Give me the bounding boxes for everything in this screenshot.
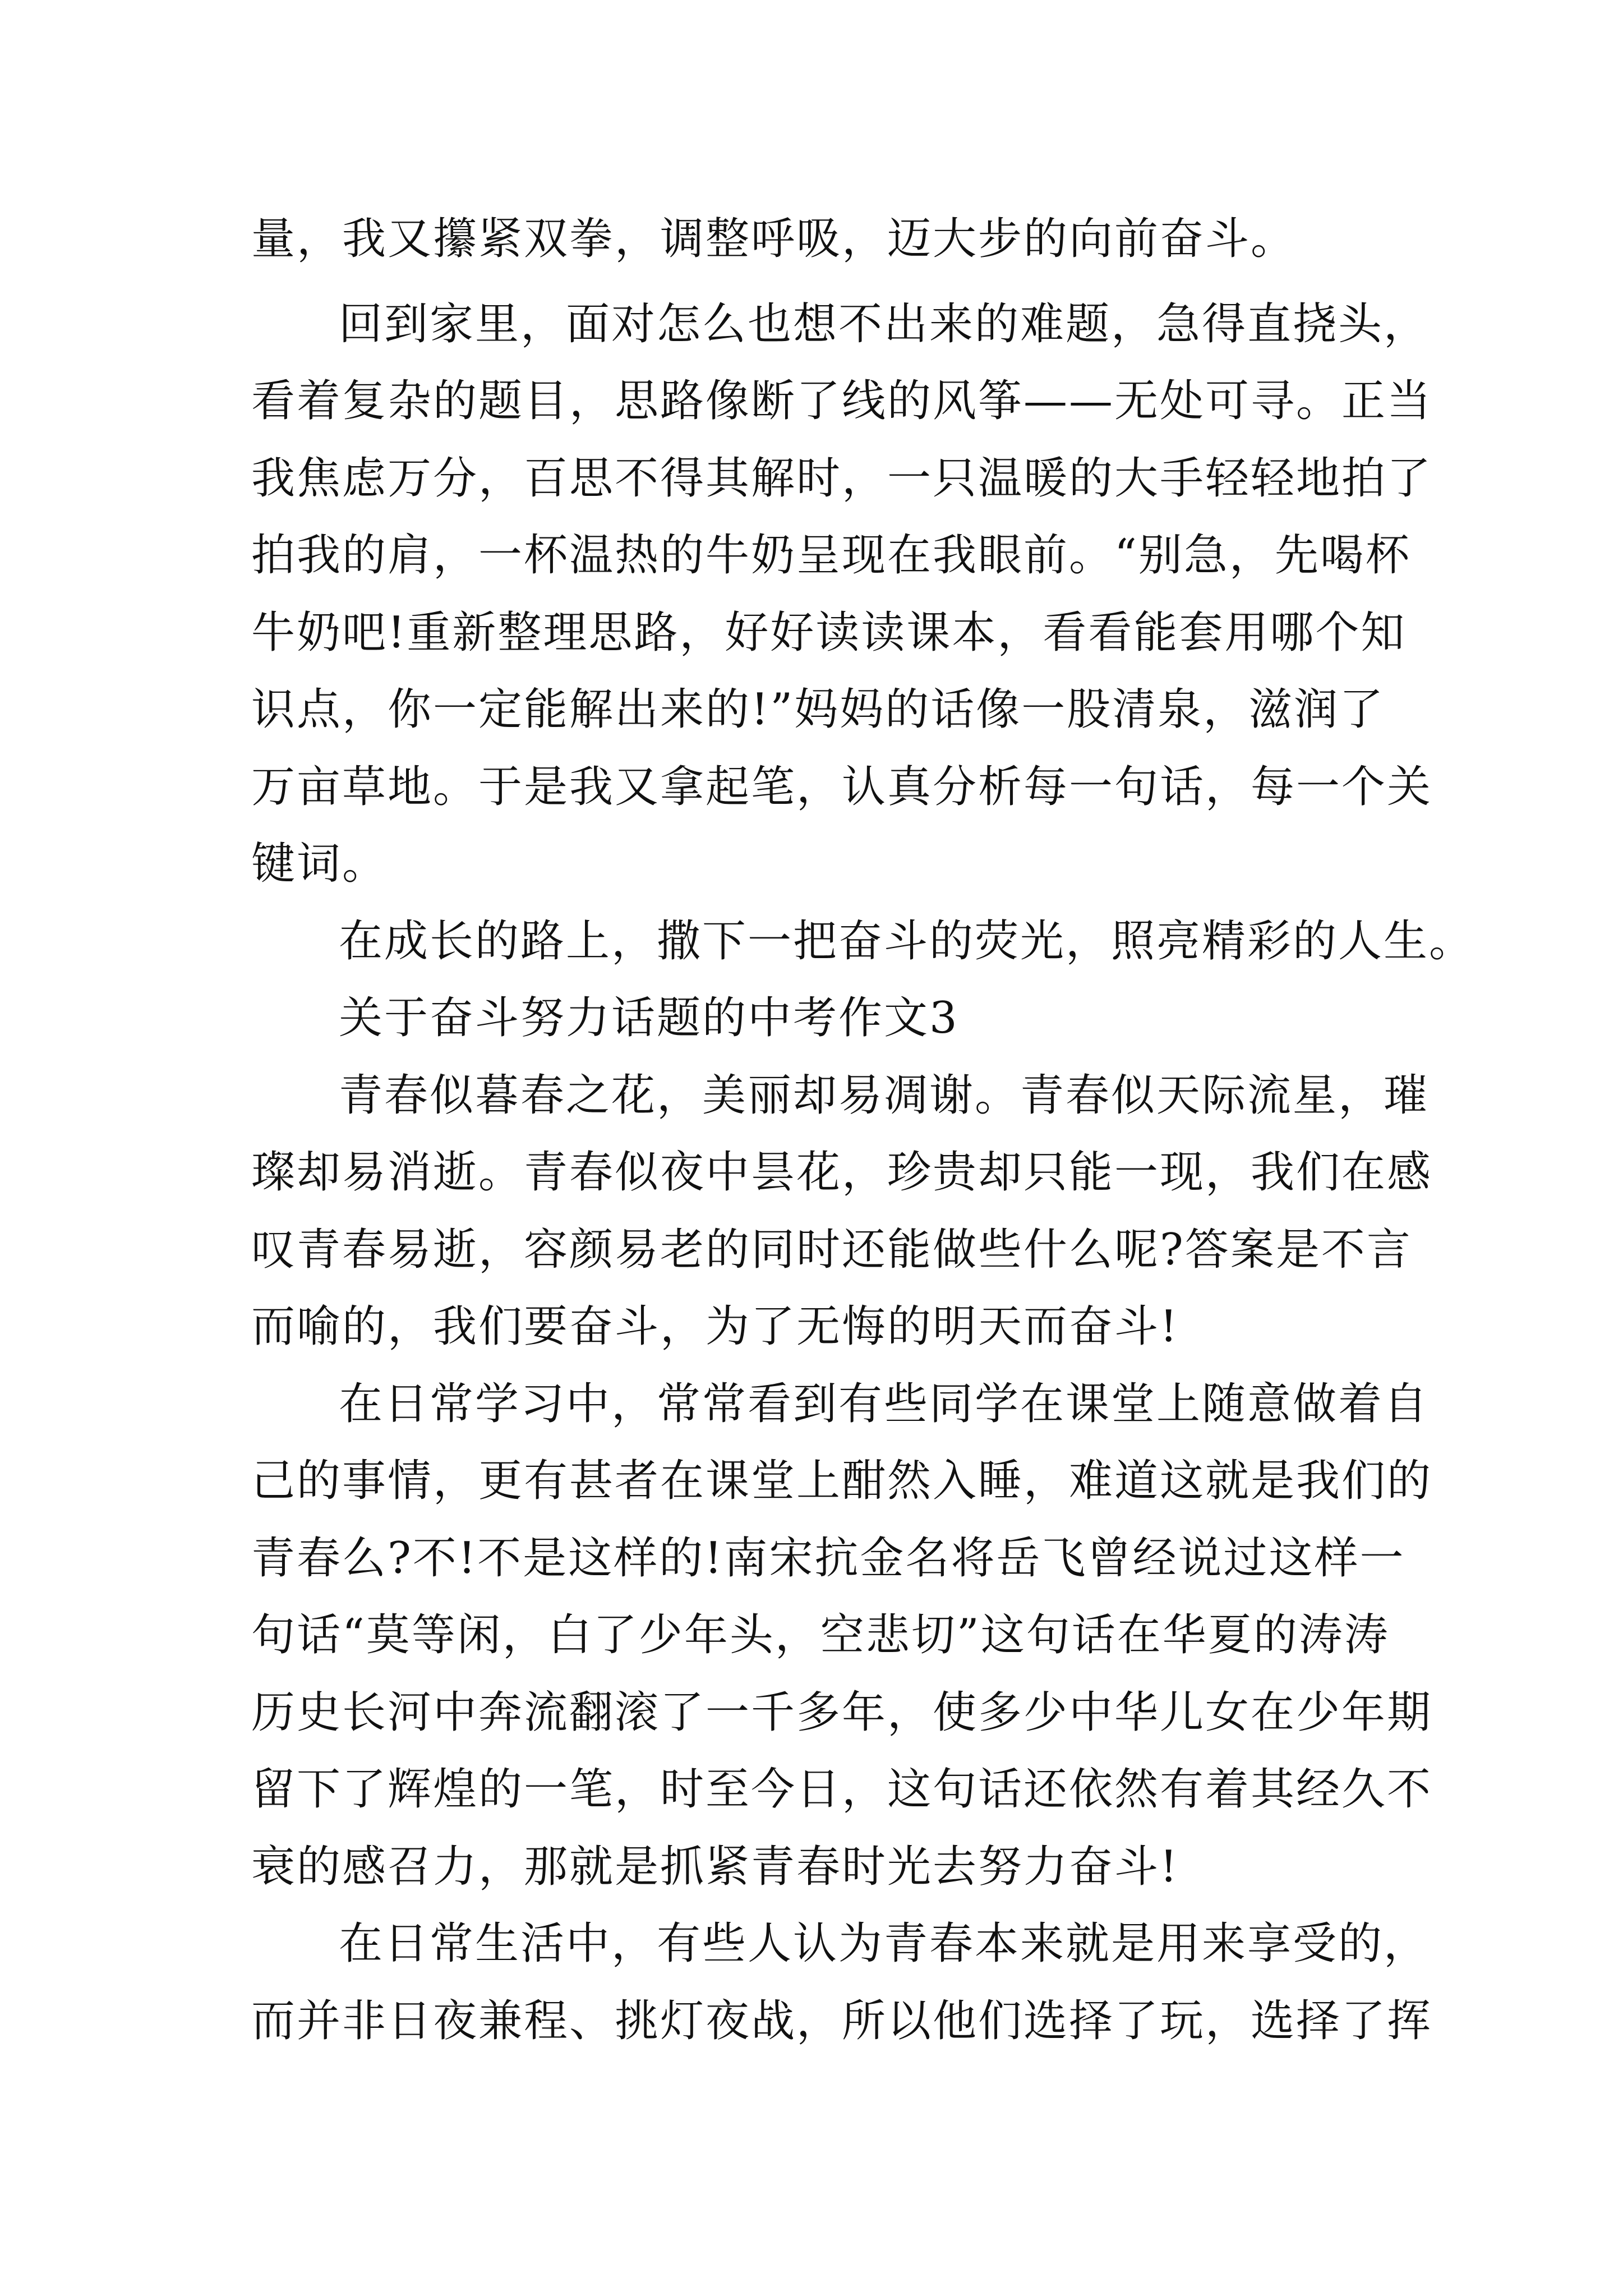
text-line: 留下了辉煌的一笔，时至今日，这句话还依然有着其经久不 (251, 1764, 1433, 1815)
text-line: 璨却易消逝。青春似夜中昙花，珍贵却只能一现，我们在感 (251, 1147, 1433, 1198)
paragraph-start-line: 青春似暮春之花，美丽却易凋谢。青春似天际流星，璀 (339, 1070, 1430, 1121)
text-line: 键词。 (251, 839, 388, 889)
paragraph-start-line: 在日常生活中，有些人认为青春本来就是用来享受的， (339, 1918, 1430, 1969)
text-line: 万亩草地。于是我又拿起笔，认真分析每一句话，每一个关 (251, 762, 1433, 812)
paragraph-start-line: 在成长的路上，撒下一把奋斗的荧光，照亮精彩的人生。 (339, 916, 1475, 967)
text-line: 看着复杂的题目，思路像断了线的风筝——无处可寻。正当 (251, 376, 1433, 426)
text-line: 牛奶吧!重新整理思路，好好读读课本，看看能套用哪个知 (251, 608, 1407, 658)
text-line: 我焦虑万分，百思不得其解时，一只温暖的大手轻轻地拍了 (251, 453, 1433, 504)
paragraph-start-line: 在日常学习中，常常看到有些同学在课堂上随意做着自 (339, 1379, 1430, 1429)
text-line: 历史长河中奔流翻滚了一千多年，使多少中华儿女在少年期 (251, 1687, 1433, 1738)
paragraph-start-line: 回到家里，面对怎么也想不出来的难题，急得直挠头， (339, 299, 1430, 349)
text-line: 叹青春易逝，容颜易老的同时还能做些什么呢?答案是不言 (251, 1225, 1412, 1275)
text-line: 拍我的肩，一杯温热的牛奶呈现在我眼前。“别急，先喝杯 (251, 530, 1411, 581)
text-line: 衰的感召力，那就是抓紧青春时光去努力奋斗! (251, 1842, 1179, 1892)
text-line: 识点，你一定能解出来的!”妈妈的话像一股清泉，滋润了 (251, 684, 1385, 735)
text-line: 而并非日夜兼程、挑灯夜战，所以他们选择了玩，选择了挥 (251, 1996, 1433, 2046)
text-line: 己的事情，更有甚者在课堂上酣然入睡，难道这就是我们的 (251, 1456, 1433, 1506)
text-line: 青春么?不!不是这样的!南宋抗金名将岳飞曾经说过这样一 (251, 1533, 1405, 1584)
section-heading: 关于奋斗努力话题的中考作文3 (339, 993, 959, 1043)
text-line: 句话“莫等闲，白了少年头，空悲切”这句话在华夏的涛涛 (251, 1610, 1390, 1660)
text-line: 量，我又攥紧双拳，调整呼吸，迈大步的向前奋斗。 (251, 214, 1297, 264)
text-line: 而喻的，我们要奋斗，为了无悔的明天而奋斗! (251, 1301, 1179, 1352)
